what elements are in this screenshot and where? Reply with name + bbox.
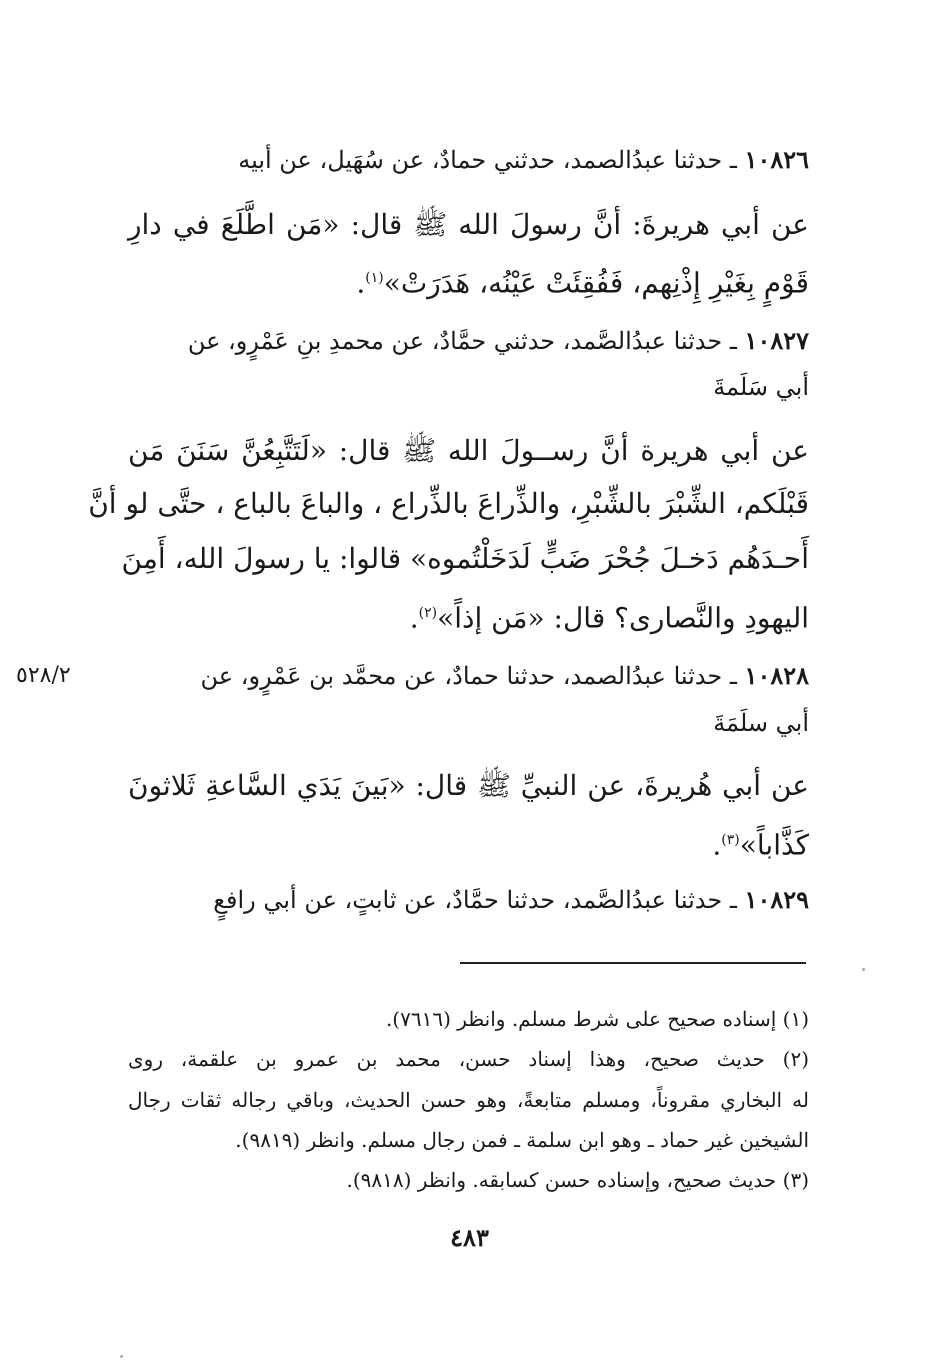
hadith-10827-matn-line-2 bbox=[88, 484, 809, 524]
matn-text: أَحـدَهُم دَخـلَ جُحْرَ ضَبٍّ لَدَخَلْتُموه» قالوا: يا رسولَ الله، أَمِنَ bbox=[121, 542, 809, 575]
matn-text: اليهودِ والنَّصارى؟ قال: «مَن إذاً» bbox=[437, 601, 809, 635]
hadith-10827-matn-line-3 bbox=[121, 539, 809, 579]
hadith-number: ١٠٨٢٦ bbox=[744, 145, 809, 174]
footnote-marker: (٢) bbox=[418, 605, 438, 621]
footnote-marker: (٣) bbox=[721, 832, 740, 848]
matn-text: قَوْمٍ بِغَيْرِ إِذْنِهم، فَفُقِئَتْ عَيْنُه، هَدَرَتْ» bbox=[383, 266, 809, 300]
footnote-2-line-2: له البخاري مقروناً، ومسلم متابعةً، وهو حسن الحديث، وباقي رجاله ثقات رجال bbox=[128, 1088, 809, 1112]
matn-text: كَذَّاباً» bbox=[739, 828, 809, 862]
matn-text: قَبْلَكم، الشِّبْرَ بالشِّبْرِ، والذِّراعَ بالذِّراع ، والباعَ بالباع ، حتَّى لو أنَّ bbox=[88, 487, 809, 520]
footnote-3: (٣) حديث صحيح، وإسناده حسن كسابقه. وانظر (٩٨١٨). bbox=[346, 1168, 809, 1192]
scan-speck bbox=[862, 968, 865, 971]
hadith-10826-matn-line-2: قَوْمٍ بِغَيْرِ إِذْنِهم، فَفُقِئَتْ عَيْنُه، هَدَرَتْ»$^{(١)}$. bbox=[356, 266, 809, 300]
isnad-text: ـ حدثنا عبدُالصَّمد، حدثنا حمَّادٌ، عن ثابتٍ، عن أبي رافعٍ bbox=[213, 886, 737, 914]
isnad-text: أبي سَلَمةَ bbox=[713, 373, 809, 401]
footnote-2-line-3: الشيخين غير حماد ـ وهو ابن سلمة ـ فمن رجال مسلم. وانظر (٩٨١٩). bbox=[235, 1128, 809, 1152]
matn-text: عن أبي هُريرةَ، عن النبيِّ ﷺ قال: «بَينَ يَدَي السَّاعةِ ثَلاثونَ bbox=[128, 769, 809, 802]
hadith-10828-matn-line-2: كَذَّاباً»$^{(٣)}$. bbox=[712, 828, 809, 862]
hadith-10829-isnad bbox=[213, 880, 809, 920]
hadith-10827-isnad-line-2 bbox=[713, 367, 809, 407]
isnad-text: ـ حدثنا عبدُالصمد، حدثني حمادٌ، عن سُهَيل، عن أبيه bbox=[238, 146, 737, 174]
matn-text: عن أبي هريرةَ: أنَّ رسولَ الله ﷺ قال: «مَن اطَّلَعَ في دارِ bbox=[128, 208, 809, 241]
hadith-number: ١٠٨٢٨ bbox=[744, 661, 809, 690]
footnote-separator bbox=[460, 962, 806, 964]
footnote-marker: (١) bbox=[365, 270, 384, 286]
footnote-2-line-1: (٢) حديث صحيح، وهذا إسناد حسن، محمد بن عمرو بن علقمة، روى bbox=[128, 1047, 809, 1071]
scan-speck bbox=[120, 1355, 123, 1358]
hadith-10827-isnad-line-1 bbox=[188, 321, 809, 361]
isnad-text: ـ حدثنا عبدُالصَّمد، حدثني حمَّادٌ، عن محمدِ بنِ عَمْرٍو، عن bbox=[187, 327, 737, 355]
hadith-10828-matn-line-1 bbox=[128, 766, 809, 806]
margin-volume-page-reference: ٥٢٨/٢ bbox=[16, 663, 71, 688]
isnad-text: ـ حدثنا عبدُالصمد، حدثنا حمادٌ، عن محمَّد بن عَمْرٍو، عن bbox=[200, 662, 737, 690]
hadith-number: ١٠٨٢٩ bbox=[744, 885, 809, 914]
hadith-10826-isnad bbox=[238, 140, 809, 180]
hadith-10828-isnad-line-2 bbox=[713, 703, 809, 743]
matn-text: عن أبي هريرة أنَّ رســولَ الله ﷺ قال: «لَتَتَّبِعُنَّ سَنَنَ مَن bbox=[128, 434, 809, 467]
hadith-10828-isnad-line-1 bbox=[201, 656, 809, 696]
hadith-10826-matn-line-1 bbox=[128, 205, 809, 245]
footnote-1: (١) إسناده صحيح على شرط مسلم. وانظر (٧٦١٦). bbox=[385, 1007, 809, 1031]
isnad-text: أبي سلَمَةَ bbox=[713, 709, 809, 737]
page-number: ٤٨٣ bbox=[450, 1223, 489, 1252]
hadith-number: ١٠٨٢٧ bbox=[744, 326, 809, 355]
hadith-10827-matn-line-4: اليهودِ والنَّصارى؟ قال: «مَن إذاً»$^{(٢)}$. bbox=[409, 601, 809, 635]
hadith-10827-matn-line-1 bbox=[128, 431, 809, 471]
